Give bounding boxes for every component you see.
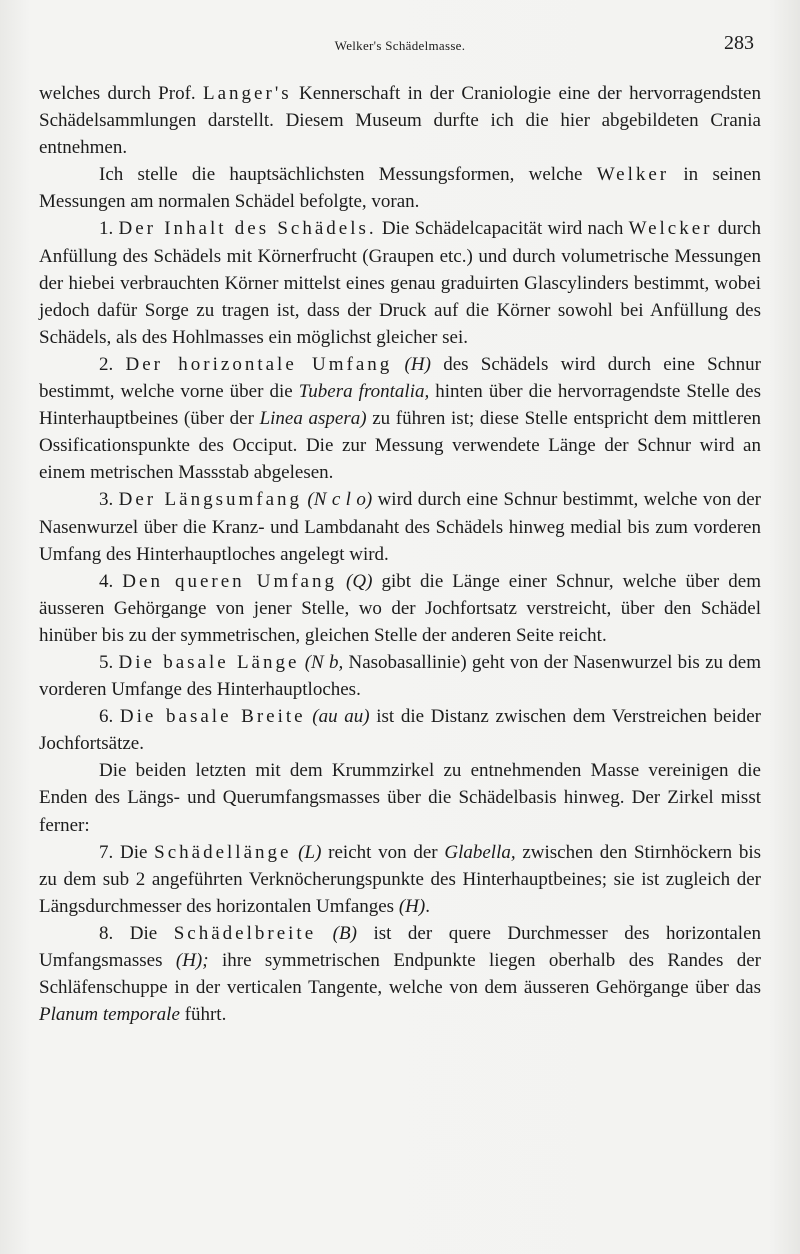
item-heading: Der Inhalt des Schädels. <box>118 218 377 240</box>
italic-term: Tubera frontalia, <box>298 381 430 403</box>
spaced-name: Langer's <box>203 83 292 104</box>
item-heading: Schädelbreite <box>173 922 317 944</box>
italic-term: Linea aspera) <box>259 408 367 430</box>
item-heading: Der horizontale Umfang <box>125 353 393 375</box>
text-span: Kennerschaft in der Craniologie eine der hervorragendsten Schädelsammlungen darstellt. Diesem Museum durfte ich die hier abgebildeten Crania entnehmen. <box>39 83 761 159</box>
page-number: 283 <box>724 32 754 54</box>
item-number: 4. <box>99 570 123 592</box>
text-span: ihre symmetrischen Endpunkte liegen oberhalb des Randes der Schläfenschuppe in der verticalen Tangente, welche von dem äusseren Gehörgange über das <box>39 950 761 999</box>
paragraph-item-4 <box>39 568 761 649</box>
text-span: durch Anfüllung des Schädels mit Körnerfrucht (Graupen etc.) und durch volumetrische Messungen der hiebei verbrauchten Körner mittelst eines genau graduirten Glascylinders bestimmt, wobei jedoch dafür Sorge zu tragen ist, dass der Druck auf die Körner sowohl bei Anfüllung des Schädels, als des Hohlmasses ein möglichst gleicher sei. <box>39 218 761 348</box>
item-number: 6. <box>99 706 120 728</box>
italic-term: Glabella, <box>444 841 516 863</box>
text-span: führt. <box>179 1004 227 1026</box>
paragraph-item-5 <box>39 649 761 703</box>
item-number: 7. Die <box>99 841 155 863</box>
spaced-name: Welker <box>596 164 670 186</box>
spaced-name: Welcker <box>628 218 713 240</box>
paragraph-item-7 <box>39 839 761 920</box>
paragraph-item-2 <box>39 351 761 486</box>
italic-symbol: (H) <box>398 895 426 917</box>
text-span: Ich stelle die hauptsächlichsten Messungsformen, welche <box>99 164 597 186</box>
text-span: ist die Distanz zwischen dem Verstreichen beider Jochfortsätze. <box>39 706 761 755</box>
item-number: 8. Die <box>99 922 174 944</box>
paragraph-intro-measurements <box>39 161 761 215</box>
page-header <box>40 32 760 58</box>
item-number: 1. <box>99 218 119 240</box>
text-span: hinten über die hervorragendste Stelle des Hinterhauptbeines (über der <box>39 381 761 430</box>
item-heading: Den queren Umfang <box>122 570 337 592</box>
text-span: des Schädels wird durch eine Schnur bestimmt, welche vorne über die <box>39 353 761 403</box>
paragraph-intro-continuation <box>39 80 761 161</box>
paragraph-item-1 <box>39 215 761 350</box>
item-heading: Der Längsumfang <box>118 489 303 511</box>
italic-symbol: (N c l o) <box>302 489 373 511</box>
item-number: 3. <box>99 489 119 511</box>
italic-symbol: (H) <box>392 353 431 375</box>
body-text <box>39 80 761 1028</box>
paragraph-compass-note <box>39 757 761 838</box>
text-span: welches durch Prof. <box>39 83 204 104</box>
item-number: 5. <box>99 651 119 673</box>
text-span: Die beiden letzten mit dem Krummzirkel zu entnehmenden Masse vereinigen die Enden des Längs- und Querumfangsmasses über die Schädelbasis hinweg. Der Zirkel misst ferner: <box>39 760 761 836</box>
italic-symbol: (N b, <box>299 651 344 673</box>
text-span: zwischen den Stirnhöckern bis zu dem sub 2 angeführten Verknöcherungspunkte des Hinterhauptbeines; sie ist zugleich der Längsdurchmesser des horizontalen Umfanges <box>39 841 762 917</box>
italic-symbol: (au au) <box>305 706 370 728</box>
paragraph-item-8 <box>39 920 761 1028</box>
running-head: Welker's Schädelmasse. <box>334 38 466 53</box>
text-span: gibt die Länge einer Schnur, welche über dem äusseren Gehörgange von jener Stelle, wo der Jochfortsatz verstreicht, über den Schädel hinüber bis zu der symmetrischen, gleichen Stelle der anderen Seite reicht. <box>39 570 761 646</box>
italic-symbol: (B) <box>316 922 357 944</box>
item-number: 2. <box>99 353 126 375</box>
text-span: ist der quere Durchmesser des horizontalen Umfangsmasses <box>39 922 762 971</box>
text-span: wird durch eine Schnur bestimmt, welche von der Nasenwurzel über die Kranz- und Lambdanaht des Schädels hinweg medial bis zum vorderen Umfang des Hinterhauptloches angelegt wird. <box>39 489 761 565</box>
item-heading: Schädellänge <box>154 841 292 863</box>
italic-symbol: (L) <box>291 841 322 863</box>
text-span: Nasobasallinie) geht von der Nasenwurzel bis zu dem vorderen Umfange des Hinterhauptloches. <box>39 651 761 701</box>
paragraph-item-6 <box>39 703 761 757</box>
item-heading: Die basale Breite <box>119 706 306 728</box>
item-heading: Die basale Länge <box>118 651 300 673</box>
text-span: Die Schädelcapacität wird nach <box>376 218 629 240</box>
text-span: reicht von der <box>321 841 445 863</box>
text-span: in seinen Messungen am normalen Schädel befolgte, voran. <box>39 164 761 213</box>
italic-symbol: (Q) <box>336 570 373 592</box>
italic-term: Planum temporale <box>39 1004 180 1026</box>
text-span: zu führen ist; diese Stelle entspricht dem mittleren Ossificationspunkte des Occiput. Die zur Messung verwendete Länge der Schnur wird an einem metrischen Massstab abgelesen. <box>39 408 762 484</box>
italic-symbol: (H); <box>175 950 209 971</box>
paragraph-item-3 <box>39 486 761 567</box>
text-span: . <box>425 895 430 917</box>
